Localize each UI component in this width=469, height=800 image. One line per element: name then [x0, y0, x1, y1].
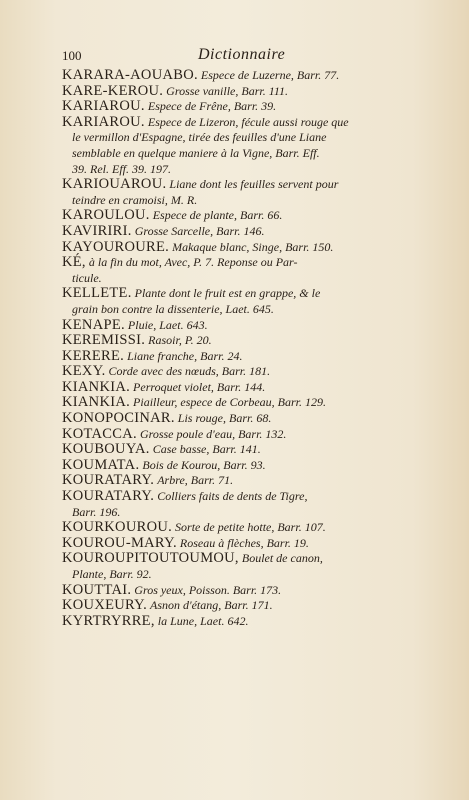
entry-definition: Roseau à flèches, Barr. 19. — [179, 535, 309, 550]
entry-definition: Sorte de petite hotte, Barr. 107. — [175, 520, 326, 535]
entry-headword: KENAPE. — [62, 316, 125, 333]
entry-definition: Espece de Luzerne, Barr. 77. — [200, 68, 340, 82]
entry-definition: Lis rouge, Barr. 68. — [177, 411, 272, 426]
dictionary-entry — [62, 380, 444, 396]
dictionary-entry — [62, 411, 444, 427]
dictionary-entry — [62, 224, 444, 240]
dictionary-entry-continuation — [62, 146, 444, 162]
entry-headword: KAYOUROURE. — [62, 238, 170, 255]
dictionary-entry-continuation — [62, 302, 444, 318]
entry-definition: Grosse vanille, Barr. 111. — [166, 83, 288, 98]
entry-definition: Rasoir, P. 20. — [148, 333, 212, 348]
entry-headword: KONOPOCINAR. — [62, 410, 175, 427]
entry-definition: Case basse, Barr. 141. — [152, 442, 261, 457]
dictionary-entry — [62, 598, 444, 614]
dictionary-entry — [62, 473, 444, 489]
dictionary-entry-continuation — [62, 271, 444, 287]
entry-definition: Grosse Sarcelle, Barr. 146. — [134, 223, 265, 238]
dictionary-entry — [62, 442, 444, 458]
dictionary-entry — [62, 364, 444, 380]
entry-definition: Plante, Barr. 92. — [72, 567, 152, 581]
dictionary-entry — [62, 177, 444, 193]
dictionary-entry-continuation — [62, 130, 444, 146]
entry-definition: le vermillon d'Espagne, tirée des feuilles d'une Liane — [72, 130, 327, 145]
entry-headword: KOURKOUROU. — [62, 519, 173, 536]
entry-definition: Pluie, Laet. 643. — [127, 317, 208, 332]
entry-definition: Espece de plante, Barr. 66. — [152, 208, 283, 223]
entry-headword: KAVIRIRI. — [62, 222, 132, 239]
dictionary-entry — [62, 536, 444, 552]
entry-list — [62, 68, 444, 629]
dictionary-entry — [62, 551, 444, 567]
entry-definition: Barr. 196. — [72, 504, 121, 519]
entry-definition: ticule. — [72, 270, 102, 285]
entry-definition: Bois de Kourou, Barr. 93. — [142, 457, 266, 472]
entry-headword: KOUROU-MARY. — [62, 534, 177, 551]
dictionary-entry — [62, 489, 444, 505]
dictionary-entry — [62, 115, 444, 131]
entry-headword: KARE-KEROU. — [62, 82, 164, 99]
entry-headword: KEREMISSI. — [62, 332, 146, 349]
entry-definition: Boulet de canon, — [241, 551, 323, 566]
entry-definition: Gros yeux, Poisson. Barr. 173. — [134, 582, 282, 597]
entry-headword: KOUROUPITOUTOUMOU, — [62, 550, 239, 567]
dictionary-entry — [62, 286, 444, 302]
dictionary-entry — [62, 255, 444, 271]
dictionary-entry — [62, 458, 444, 474]
dictionary-entry — [62, 333, 444, 349]
entry-definition: Liane dont les feuilles servent pour — [169, 177, 339, 192]
dictionary-entry-continuation — [62, 162, 444, 178]
dictionary-entry — [62, 520, 444, 536]
entry-definition: Grosse poule d'eau, Barr. 132. — [139, 426, 287, 441]
entry-definition: Liane franche, Barr. 24. — [127, 348, 243, 363]
entry-definition: Perroquet violet, Barr. 144. — [133, 379, 266, 394]
dictionary-entry-continuation — [62, 567, 444, 583]
page-header — [62, 48, 442, 66]
entry-definition: Asnon d'étang, Barr. 171. — [150, 598, 273, 613]
entry-definition: 39. Rel. Eff. 39. 197. — [72, 161, 171, 176]
entry-headword: KEXY. — [62, 363, 106, 380]
dictionary-entry-continuation — [62, 193, 444, 209]
entry-definition: grain bon contre la dissenterie, Laet. 645. — [72, 301, 274, 316]
dictionary-entry-continuation — [62, 505, 444, 521]
dictionary-entry — [62, 349, 444, 365]
dictionary-entry — [62, 240, 444, 256]
entry-definition: Arbre, Barr. 71. — [157, 473, 234, 488]
entry-headword: KARIOUAROU. — [62, 176, 167, 193]
entry-definition: Espece de Frêne, Barr. 39. — [147, 99, 277, 114]
entry-definition: à la fin du mot, Avec, P. 7. Reponse ou Par- — [88, 255, 298, 270]
entry-headword: KIANKIA. — [62, 394, 131, 411]
entry-headword: KAROULOU. — [62, 207, 150, 224]
entry-definition: teindre en cramoisi, M. R. — [72, 192, 198, 207]
page-number: 100 — [62, 48, 82, 63]
entry-definition: Plante dont le fruit est en grappe, & le — [134, 286, 321, 301]
entry-definition: Makaque blanc, Singe, Barr. 150. — [172, 239, 334, 254]
entry-headword: KOUXEURY. — [62, 597, 148, 614]
entry-headword: KOUTTAI. — [62, 581, 132, 598]
entry-headword: KYRTRYRRE, — [62, 612, 155, 629]
entry-headword: KARIAROU. — [62, 98, 145, 115]
dictionary-entry — [62, 427, 444, 443]
dictionary-entry — [62, 84, 444, 100]
dictionary-entry — [62, 99, 444, 115]
entry-headword: KOURATARY. — [62, 472, 155, 489]
dictionary-entry — [62, 395, 444, 411]
entry-headword: KIANKIA. — [62, 378, 131, 395]
dictionary-entry — [62, 583, 444, 599]
entry-definition: Corde avec des nœuds, Barr. 181. — [108, 364, 271, 379]
dictionary-entry — [62, 614, 444, 630]
entry-definition: la Lune, Laet. 642. — [157, 613, 249, 628]
dictionary-entry — [62, 68, 444, 84]
entry-definition: Piailleur, espece de Corbeau, Barr. 129. — [133, 395, 327, 410]
entry-headword: KOUMATA. — [62, 456, 140, 473]
dictionary-entry — [62, 318, 444, 334]
entry-headword: KARIAROU. — [62, 113, 145, 130]
running-title: Dictionnaire — [198, 46, 286, 63]
entry-headword: KÉ, — [62, 254, 86, 271]
entry-headword: KERERE. — [62, 347, 125, 364]
entry-headword: KOTACCA. — [62, 425, 137, 442]
entry-definition: semblable en quelque maniere à la Vigne, Barr. Eff. — [72, 145, 320, 160]
entry-definition: Espece de Lizeron, fécule aussi rouge que — [147, 114, 349, 129]
entry-headword: KARARA-AOUABO. — [62, 67, 198, 83]
entry-definition: Colliers faits de dents de Tigre, — [157, 489, 308, 504]
entry-headword: KELLETE. — [62, 285, 132, 302]
entry-headword: KOUBOUYA. — [62, 441, 150, 458]
entry-headword: KOURATARY. — [62, 488, 155, 505]
dictionary-entry — [62, 208, 444, 224]
